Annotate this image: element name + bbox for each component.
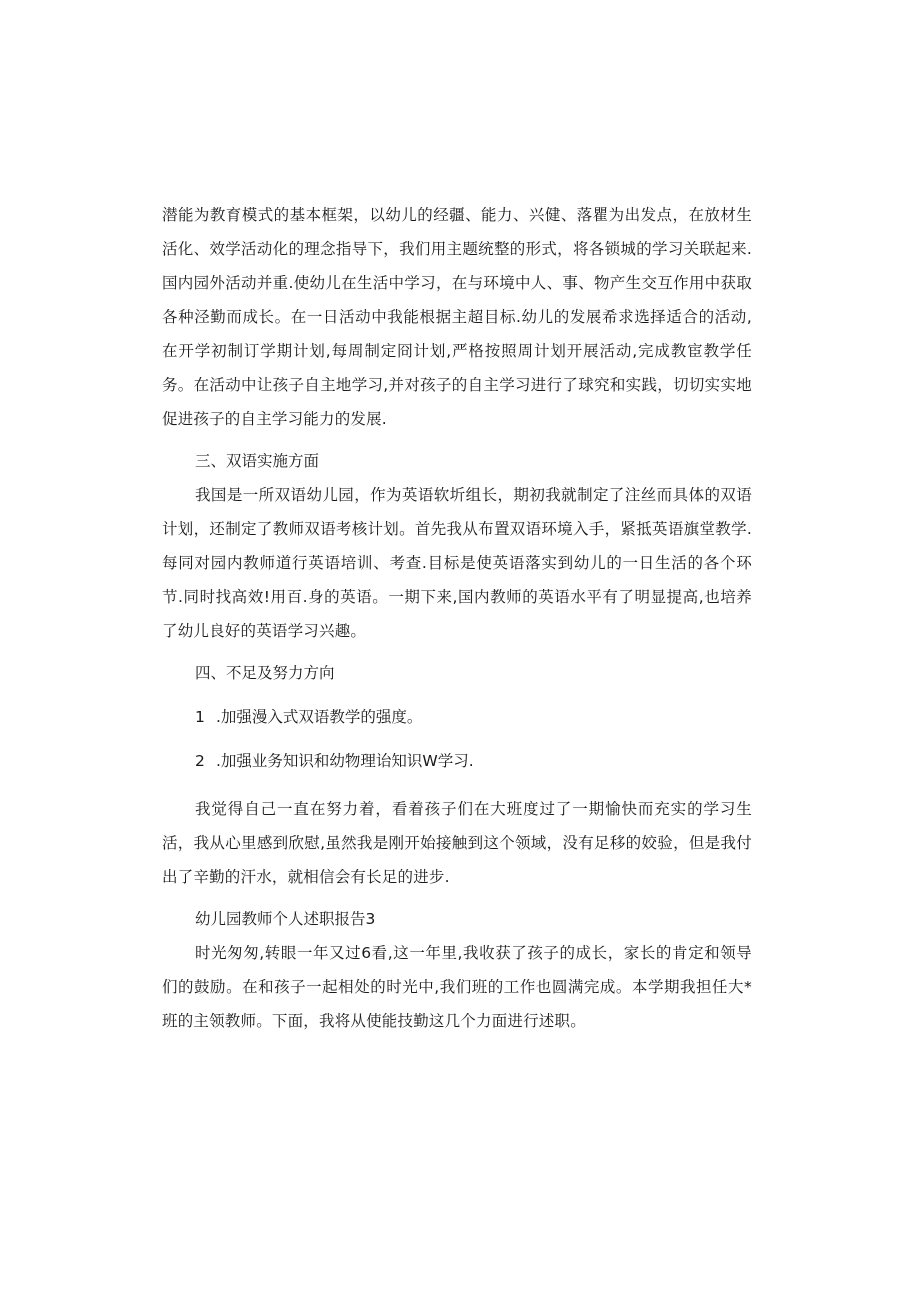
section-heading-shortcomings: 四、不足及努力方向	[195, 664, 335, 682]
list-text: .加强业务知识和幼物理诒知识W学习.	[215, 752, 474, 770]
list-text: .加强漫入式双语教学的强度。	[215, 708, 423, 726]
list-item-1	[162, 700, 752, 734]
list-item-2	[162, 744, 752, 778]
paragraph-bilingual: 我国是一所双语幼儿园，作为英语软圻组长，期初我就制定了注丝而具体的双语计划，还制定了教师双语考核计划。首先我从布置双语环境入手，紧抵英语旗堂教学.每同对园内教师道行英语培训、考查.目标是使英语落实到幼儿的一日生活的各个环节.同时找高效!用百.身的英语。一期下来,国内教师的英语水平有了明显提高,也培养了幼儿良好的英语学习兴趣。	[162, 486, 752, 640]
paragraph-reflection: 我觉得自己一直在努力着，看着孩子们在大班度过了一期愉快而充实的学习生活，我从心里感到欣慰,虽然我是刚开始接触到这个领域，没有足移的姣验，但是我付出了辛勤的汗水，就相信会有长足的进步.	[162, 800, 752, 886]
list-number: 1	[195, 708, 205, 726]
document-body	[162, 198, 752, 1038]
paragraph-teaching-approach: 潜能为教育模式的基本框架，以幼儿的经疆、能力、兴健、落瞿为出发点，在放材生活化、效学活动化的理念指导下，我们用主题统整的形式，将各锁城的学习关联起来.国内园外活动并重.使幼儿在生活中学习，在与环境中人、事、物产生交互作用中获取各种泾勤而成长。在一日活动中我能根据主超目标.幼儿的发展希求选择适合的活动,在开学初制订学期计划,每周制定冏计划,严格按照周计划开展活动,完成教宦教学任务。在活动中让孩子自主地学习,并对孩子的自主学习进行了球究和实践，切切实实地促进孩子的自主学习能力的发展.	[162, 206, 752, 428]
list-number: 2	[195, 752, 205, 770]
report-title: 幼儿园教师个人述职报告3	[195, 910, 376, 928]
paragraph-report-intro: 时光匆匆,转眼一年又过6看,这一年里,我收获了孩子的成长，家长的肯定和领导们的鼓励。在和孩子一起相处的时光中,我们班的工作也圆满完成。本学期我担任大*班的主领教师。下面，我将从使能技勤这几个力面进行述职。	[162, 944, 752, 1030]
section-heading-bilingual: 三、双语实施方面	[195, 452, 320, 470]
